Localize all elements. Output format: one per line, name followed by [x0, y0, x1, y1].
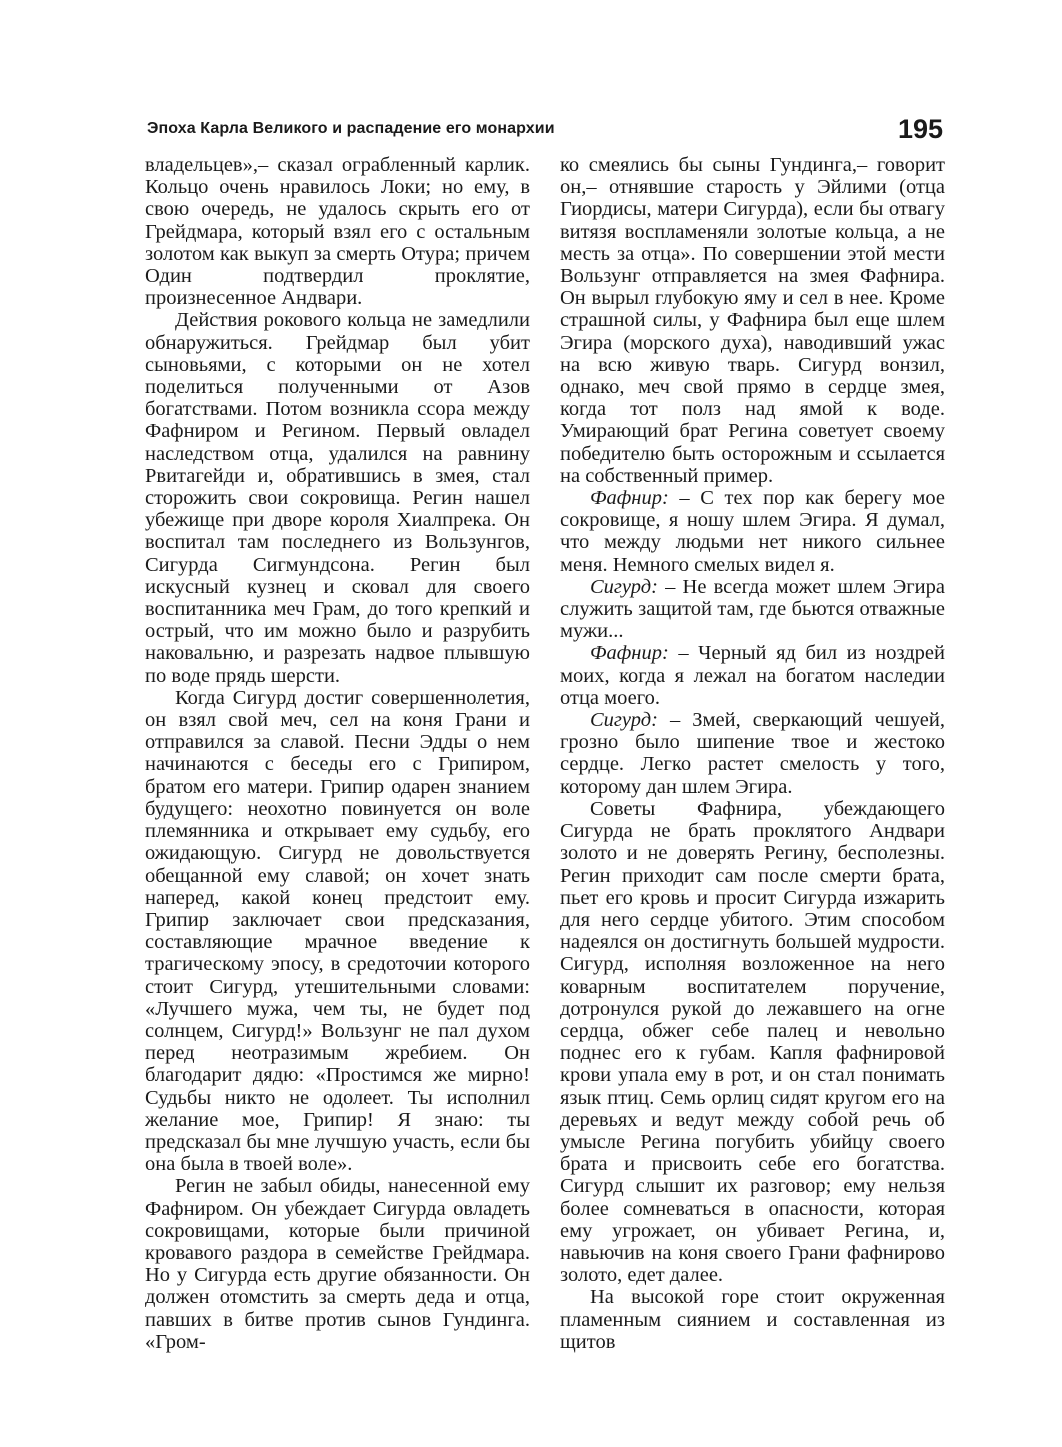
paragraph-text: – С тех пор как берегу мое сокровище, я ношу шлем Эгира. Я думал, что между людьми нет никого сильнее меня. Немного смелых видел я. [560, 487, 945, 576]
paragraph-text: Советы Фафнира, убеждающего Сигурда не брать проклятого Андвари золото и не доверять Регину, бесполезны. Регин приходит сам после смерти брата, пьет его кровь и просит Сигурда изжарить для него сердце убитого. Этим способом надеялся он достигнуть большей мудрости. Сигурд, исполняя возложенное на него коварным воспитателем поручение, дотронулся рукой до лежавшего на огне сердца, обжег себе палец и невольно поднес его к губам. Капля фафнировой крови упала ему в рот, и он стал понимать язык птиц. Семь орлиц сидят кругом его на деревьях и ведут между собой речь об умысле Регина погубить убийцу своего брата и присвоить себе его богатства. Сигурд слышит их разговор; ему нельзя более сомневаться в опасности, которая ему угрожает, он убивает Регина, и, навьючив на коня своего Грани фафнирово золото, едет далее. [560, 797, 945, 1287]
paragraph [145, 309, 530, 686]
paragraph [560, 154, 945, 487]
paragraph-text: – Не всегда может шлем Эгира служить защитой там, где бьются отважные мужи... [560, 575, 945, 643]
paragraph-text: ко смеялись бы сыны Гундинга,– говорит он,– отнявшие старость у Эйлими (отца Гиордисы, матери Сигурда), если бы отвагу витязя воспламеняли золотые кольца, а не месть за отца». По совершении этой мести Вользунг отправляется на змея Фафнира. Он вырыл глубокую яму и сел в нее. Кроме страшной силы, у Фафнира был еще шлем Эгира (морского духа), наводивший ужас на всю живую тварь. Сигурд вонзил, однако, меч свой прямо в сердце змея, когда тот полз над ямой к воде. Умирающий брат Регина советует своему победителю быть осторожным и ссылается на собственный пример. [560, 154, 945, 487]
paragraph-text: На высокой горе стоит окруженная пламенным сиянием и составленная из щитов [560, 1286, 945, 1353]
paragraph-text: владельцев»,– сказал ограбленный карлик. Кольцо очень нравилось Локи; но ему, в свою очередь, не удалось скрыть его от Грейдмара, который взял его с остальным золотом как выкуп за смерть Отура; причем Один подтвердил проклятие, произнесенное Андвари. [145, 154, 530, 310]
speaker-name: Фафнир: [590, 487, 669, 510]
paragraph-text: – Змей, сверкающий чешуей, грозно было шипение твое и жестоко сердце. Легко растет смелость у того, которому дан шлем Эгира. [560, 709, 945, 798]
paragraph [145, 1175, 530, 1353]
paragraph-text: Действия рокового кольца не замедлили обнаружиться. Грейдмар был убит сыновьями, с которыми он не хотел поделиться полученными от Азов богатствами. Потом возникла ссора между Фафниром и Регином. Первый овладел наследством отца, удалился на равнину Рвитагейди и, обратившись в змея, стал сторожить свои сокровища. Регин нашел убежище при дворе короля Хиалпрека. Он воспитал там последнего из Вользунгов, Сигурда Сигмундсона. Регин был искусный кузнец и сковал для своего воспитанника меч Грам, до того крепкий и острый, что им можно было и разрубить наковальню, и разрезать надвое плывшую по воде прядь шерсти. [145, 309, 530, 687]
page-number: 195 [897, 114, 943, 144]
speaker-name: Сигурд: [590, 709, 658, 732]
dialogue-paragraph [560, 487, 945, 576]
speaker-name: Сигурд: [590, 575, 658, 598]
paragraph-text: – Черный яд бил из ноздрей моих, когда я лежал на богатом наследии отца моего. [560, 642, 945, 709]
dialogue-paragraph [560, 709, 945, 798]
paragraph-text: Когда Сигурд достиг совершеннолетия, он взял свой меч, сел на коня Грани и отправился за славой. Песни Эдды о нем начинаются с беседы его с Грипиром, братом его матери. Грипир одарен знанием будущего: неохотно повинуется он воле племянника и открывает ему судьбу, его ожидающую. Сигурд не довольствуется обещанной ему славой; он хочет знать наперед, какой конец предстоит ему. Грипир заключает свои предсказания, составляющие мрачное введение к трагическому эпосу, в средоточии которого стоит Сигурд, утешительными словами: «Лучшего мужа, чем ты, не будет под солнцем, Сигурд!» Вользунг не пал духом перед неотразимым жребием. Он благодарит дядю: «Простимся же мирно! Судьбы никто не одолеет. Ты исполнил желание мое, Грипир! Я знаю: ты предсказал бы мне лучшую участь, если бы она была в твоей воле». [145, 686, 530, 1176]
page-header [147, 114, 945, 150]
running-title: Эпоха Карла Великого и распадение его монархии [147, 120, 555, 137]
paragraph [145, 154, 530, 309]
dialogue-paragraph [560, 576, 945, 643]
paragraph [560, 1286, 945, 1353]
left-column [145, 154, 530, 1353]
paragraph [560, 798, 945, 1286]
dialogue-paragraph [560, 642, 945, 709]
speaker-name: Фафнир: [590, 642, 669, 665]
paragraph [145, 687, 530, 1175]
right-column [560, 154, 945, 1353]
paragraph-text: Регин не забыл обиды, нанесенной ему Фафниром. Он убеждает Сигурда овладеть сокровищами, которые были причиной кровавого раздора в семействе Грейдмара. Но у Сигурда есть другие обязанности. Он должен отомстить за смерть деда и отца, павших в битве против сынов Гундинга. «Гром- [145, 1175, 530, 1353]
